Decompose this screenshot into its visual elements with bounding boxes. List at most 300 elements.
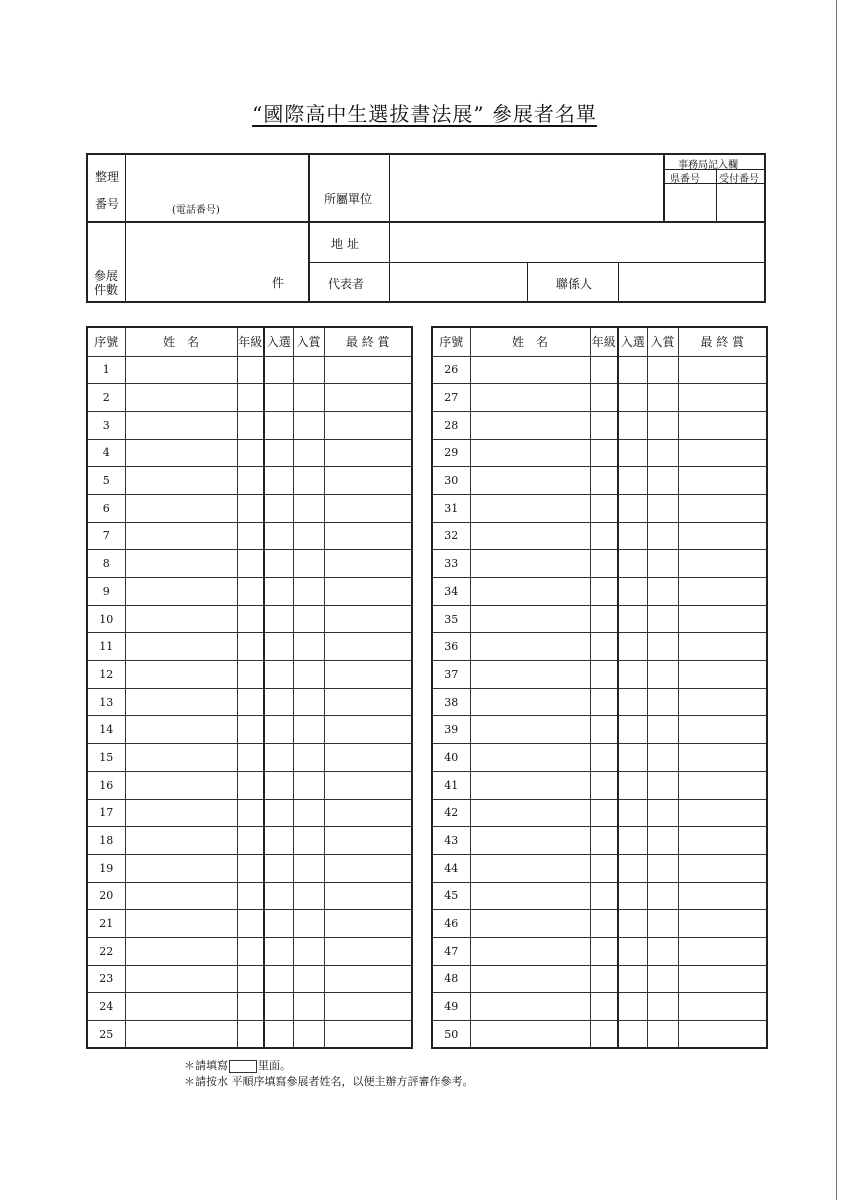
row-number: 49 [432,993,470,1021]
selected-cell[interactable] [618,633,647,661]
final-award-cell[interactable] [324,384,412,412]
selected-cell[interactable] [264,439,293,467]
award-cell[interactable] [293,550,324,578]
selected-cell[interactable] [618,854,647,882]
grade-cell[interactable] [237,716,264,744]
selected-cell[interactable] [264,522,293,550]
selected-cell[interactable] [264,494,293,522]
selected-cell[interactable] [264,1021,293,1049]
selected-cell[interactable] [264,688,293,716]
final-award-cell[interactable] [678,661,767,689]
grade-cell[interactable] [590,605,618,633]
name-cell[interactable] [125,744,237,772]
name-cell[interactable] [470,522,590,550]
final-award-cell[interactable] [324,910,412,938]
entries-unit: 件 [272,276,285,290]
row-number: 9 [87,578,125,606]
grade-cell[interactable] [237,771,264,799]
name-cell[interactable] [470,744,590,772]
col-grade: 年級 [237,327,264,356]
col-seq: 序號 [87,327,125,356]
name-cell[interactable] [125,716,237,744]
grade-cell[interactable] [590,578,618,606]
final-award-cell[interactable] [324,882,412,910]
award-cell[interactable] [647,467,678,495]
grade-cell[interactable] [237,993,264,1021]
row-number: 25 [87,1021,125,1049]
row-number: 34 [432,578,470,606]
award-cell[interactable] [647,411,678,439]
name-cell[interactable] [125,993,237,1021]
name-cell[interactable] [470,937,590,965]
award-cell[interactable] [647,854,678,882]
final-award-cell[interactable] [324,771,412,799]
roster-row [87,744,412,772]
award-cell[interactable] [647,716,678,744]
name-cell[interactable] [470,578,590,606]
grade-cell[interactable] [590,688,618,716]
name-cell[interactable] [125,827,237,855]
award-cell[interactable] [647,771,678,799]
col-award: 入賞 [647,327,678,356]
grade-cell[interactable] [590,661,618,689]
final-award-cell[interactable] [678,522,767,550]
award-cell[interactable] [293,799,324,827]
final-award-cell[interactable] [678,411,767,439]
grade-cell[interactable] [237,661,264,689]
name-cell[interactable] [470,688,590,716]
name-cell[interactable] [470,633,590,661]
roster-row [87,633,412,661]
name-cell[interactable] [470,439,590,467]
name-cell[interactable] [125,522,237,550]
name-cell[interactable] [125,494,237,522]
grade-cell[interactable] [590,937,618,965]
name-cell[interactable] [125,605,237,633]
name-cell[interactable] [125,550,237,578]
selected-cell[interactable] [264,882,293,910]
final-award-cell[interactable] [324,854,412,882]
final-award-cell[interactable] [678,494,767,522]
selected-cell[interactable] [618,688,647,716]
award-cell[interactable] [647,522,678,550]
award-cell[interactable] [647,605,678,633]
award-cell[interactable] [293,605,324,633]
name-cell[interactable] [470,384,590,412]
name-cell[interactable] [125,965,237,993]
phone-label: (電話番号) [172,205,220,216]
name-cell[interactable] [470,827,590,855]
selected-cell[interactable] [264,605,293,633]
selected-cell[interactable] [618,827,647,855]
selected-cell[interactable] [618,578,647,606]
final-award-cell[interactable] [324,578,412,606]
roster-row [432,854,767,882]
roster-row [432,688,767,716]
selected-cell[interactable] [264,550,293,578]
grade-cell[interactable] [237,688,264,716]
final-award-cell[interactable] [678,688,767,716]
award-cell[interactable] [293,661,324,689]
name-cell[interactable] [470,771,590,799]
grade-cell[interactable] [237,411,264,439]
name-cell[interactable] [470,494,590,522]
row-number: 37 [432,661,470,689]
grade-cell[interactable] [237,494,264,522]
row-number: 48 [432,965,470,993]
award-cell[interactable] [647,827,678,855]
row-number: 10 [87,605,125,633]
col-selected: 入選 [264,327,293,356]
roster-table-right [431,326,768,1049]
award-cell[interactable] [293,522,324,550]
name-cell[interactable] [470,356,590,384]
name-cell[interactable] [470,993,590,1021]
award-cell[interactable] [647,578,678,606]
selected-cell[interactable] [618,522,647,550]
selected-cell[interactable] [618,661,647,689]
final-award-cell[interactable] [678,882,767,910]
name-cell[interactable] [470,854,590,882]
final-award-cell[interactable] [324,799,412,827]
selected-cell[interactable] [618,993,647,1021]
name-cell[interactable] [125,439,237,467]
name-cell[interactable] [125,937,237,965]
selected-cell[interactable] [264,854,293,882]
final-award-cell[interactable] [678,854,767,882]
header-info-block [86,153,766,303]
roster-row [432,882,767,910]
award-cell[interactable] [293,467,324,495]
selected-cell[interactable] [618,771,647,799]
name-cell[interactable] [470,411,590,439]
grade-cell[interactable] [590,633,618,661]
final-award-cell[interactable] [324,744,412,772]
award-cell[interactable] [647,550,678,578]
grade-cell[interactable] [590,882,618,910]
name-cell[interactable] [125,1021,237,1049]
award-cell[interactable] [293,771,324,799]
grade-cell[interactable] [590,467,618,495]
grade-cell[interactable] [237,605,264,633]
name-cell[interactable] [470,965,590,993]
award-cell[interactable] [293,716,324,744]
selected-cell[interactable] [618,744,647,772]
award-cell[interactable] [647,633,678,661]
address-label: 地 址 [331,237,359,251]
award-cell[interactable] [647,384,678,412]
award-cell[interactable] [647,688,678,716]
final-award-cell[interactable] [324,439,412,467]
grade-cell[interactable] [590,965,618,993]
name-cell[interactable] [125,384,237,412]
name-cell[interactable] [125,661,237,689]
grade-cell[interactable] [237,882,264,910]
name-cell[interactable] [125,910,237,938]
row-number: 19 [87,854,125,882]
selected-cell[interactable] [618,356,647,384]
name-cell[interactable] [125,633,237,661]
selected-cell[interactable] [618,716,647,744]
final-award-cell[interactable] [324,716,412,744]
grade-cell[interactable] [237,633,264,661]
award-cell[interactable] [293,744,324,772]
award-cell[interactable] [647,744,678,772]
roster-row [432,661,767,689]
award-cell[interactable] [293,411,324,439]
grade-cell[interactable] [590,439,618,467]
award-cell[interactable] [647,993,678,1021]
grade-cell[interactable] [237,522,264,550]
selected-cell[interactable] [264,716,293,744]
award-cell[interactable] [293,965,324,993]
grade-cell[interactable] [237,937,264,965]
name-cell[interactable] [470,910,590,938]
final-award-cell[interactable] [678,799,767,827]
selected-cell[interactable] [264,411,293,439]
name-cell[interactable] [470,716,590,744]
final-award-cell[interactable] [678,965,767,993]
row-number: 30 [432,467,470,495]
award-cell[interactable] [293,882,324,910]
grade-cell[interactable] [590,411,618,439]
final-award-cell[interactable] [324,661,412,689]
name-cell[interactable] [125,688,237,716]
row-number: 13 [87,688,125,716]
award-cell[interactable] [293,993,324,1021]
final-award-cell[interactable] [678,467,767,495]
final-award-cell[interactable] [324,937,412,965]
name-cell[interactable] [470,661,590,689]
roster-row [432,799,767,827]
row-number: 8 [87,550,125,578]
selected-cell[interactable] [618,910,647,938]
final-award-cell[interactable] [324,1021,412,1049]
award-cell[interactable] [293,827,324,855]
grade-cell[interactable] [590,799,618,827]
selected-cell[interactable] [264,384,293,412]
grade-cell[interactable] [237,467,264,495]
grade-cell[interactable] [237,356,264,384]
final-award-cell[interactable] [678,439,767,467]
grade-cell[interactable] [590,384,618,412]
row-number: 3 [87,411,125,439]
grade-cell[interactable] [590,854,618,882]
name-cell[interactable] [125,771,237,799]
selected-cell[interactable] [618,494,647,522]
grade-cell[interactable] [237,578,264,606]
award-cell[interactable] [293,688,324,716]
final-award-cell[interactable] [678,937,767,965]
roster-row [432,993,767,1021]
selected-cell[interactable] [264,467,293,495]
roster-row [87,716,412,744]
selected-cell[interactable] [264,910,293,938]
selected-cell[interactable] [618,799,647,827]
selected-cell[interactable] [264,356,293,384]
final-award-cell[interactable] [678,550,767,578]
award-cell[interactable] [293,578,324,606]
grade-cell[interactable] [237,550,264,578]
grade-cell[interactable] [237,439,264,467]
selected-cell[interactable] [618,467,647,495]
final-award-cell[interactable] [324,550,412,578]
grade-cell[interactable] [237,854,264,882]
award-cell[interactable] [293,633,324,661]
name-cell[interactable] [125,578,237,606]
selected-cell[interactable] [264,578,293,606]
representative-label: 代表者 [328,277,365,291]
grade-cell[interactable] [237,910,264,938]
name-cell[interactable] [125,411,237,439]
grade-cell[interactable] [590,494,618,522]
final-award-cell[interactable] [324,356,412,384]
grade-cell[interactable] [237,384,264,412]
name-cell[interactable] [125,799,237,827]
award-cell[interactable] [647,910,678,938]
selected-cell[interactable] [618,965,647,993]
final-award-cell[interactable] [678,744,767,772]
roster-table-left [86,326,413,1049]
grade-cell[interactable] [237,827,264,855]
award-cell[interactable] [293,854,324,882]
award-cell[interactable] [293,439,324,467]
final-award-cell[interactable] [678,633,767,661]
award-cell[interactable] [293,356,324,384]
award-cell[interactable] [647,965,678,993]
award-cell[interactable] [647,882,678,910]
row-number: 40 [432,744,470,772]
row-number: 38 [432,688,470,716]
award-cell[interactable] [293,910,324,938]
grade-cell[interactable] [590,716,618,744]
grade-cell[interactable] [590,827,618,855]
grade-cell[interactable] [590,356,618,384]
final-award-cell[interactable] [678,910,767,938]
final-award-cell[interactable] [324,965,412,993]
name-cell[interactable] [125,882,237,910]
grade-cell[interactable] [237,965,264,993]
name-cell[interactable] [470,467,590,495]
final-award-cell[interactable] [678,578,767,606]
grade-cell[interactable] [237,744,264,772]
selected-cell[interactable] [264,965,293,993]
final-award-cell[interactable] [678,771,767,799]
award-cell[interactable] [293,1021,324,1049]
name-cell[interactable] [470,550,590,578]
selected-cell[interactable] [264,744,293,772]
final-award-cell[interactable] [324,827,412,855]
selected-cell[interactable] [618,411,647,439]
selected-cell[interactable] [618,439,647,467]
final-award-cell[interactable] [678,356,767,384]
grade-cell[interactable] [590,771,618,799]
name-cell[interactable] [125,467,237,495]
col-name: 姓 名 [470,327,590,356]
selected-cell[interactable] [264,661,293,689]
award-cell[interactable] [647,661,678,689]
name-cell[interactable] [470,605,590,633]
row-number: 28 [432,411,470,439]
award-cell[interactable] [647,1021,678,1049]
final-award-cell[interactable] [678,993,767,1021]
roster-row [432,937,767,965]
final-award-cell[interactable] [678,605,767,633]
name-cell[interactable] [125,854,237,882]
final-award-cell[interactable] [678,384,767,412]
name-cell[interactable] [470,799,590,827]
award-cell[interactable] [293,384,324,412]
form-notes [184,1058,474,1090]
selected-cell[interactable] [264,799,293,827]
award-cell[interactable] [293,494,324,522]
final-award-cell[interactable] [678,1021,767,1049]
selected-cell[interactable] [264,633,293,661]
grade-cell[interactable] [237,799,264,827]
selected-cell[interactable] [618,882,647,910]
award-cell[interactable] [647,356,678,384]
final-award-cell[interactable] [324,411,412,439]
name-cell[interactable] [470,1021,590,1049]
award-cell[interactable] [647,494,678,522]
name-cell[interactable] [470,882,590,910]
selected-cell[interactable] [618,605,647,633]
final-award-cell[interactable] [324,605,412,633]
row-number: 20 [87,882,125,910]
final-award-cell[interactable] [324,633,412,661]
roster-row [432,910,767,938]
selected-cell[interactable] [618,937,647,965]
row-number: 39 [432,716,470,744]
final-award-cell[interactable] [324,467,412,495]
award-cell[interactable] [647,439,678,467]
selected-cell[interactable] [618,1021,647,1049]
roster-row [87,910,412,938]
selected-cell[interactable] [264,771,293,799]
selected-cell[interactable] [264,993,293,1021]
final-award-cell[interactable] [324,688,412,716]
roster-row [432,1021,767,1049]
row-number: 17 [87,799,125,827]
final-award-cell[interactable] [324,522,412,550]
roster-row [87,882,412,910]
grade-cell[interactable] [590,744,618,772]
selected-cell[interactable] [264,827,293,855]
award-cell[interactable] [647,799,678,827]
grade-cell[interactable] [237,1021,264,1049]
selected-cell[interactable] [618,550,647,578]
roster-row [432,716,767,744]
final-award-cell[interactable] [324,993,412,1021]
grade-cell[interactable] [590,522,618,550]
award-cell[interactable] [293,937,324,965]
final-award-cell[interactable] [324,494,412,522]
roster-row [432,827,767,855]
roster-row [87,937,412,965]
grade-cell[interactable] [590,550,618,578]
row-number: 18 [87,827,125,855]
selected-cell[interactable] [618,384,647,412]
award-cell[interactable] [647,937,678,965]
grade-cell[interactable] [590,910,618,938]
grade-cell[interactable] [590,1021,618,1049]
final-award-cell[interactable] [678,827,767,855]
name-cell[interactable] [125,356,237,384]
final-award-cell[interactable] [678,716,767,744]
row-number: 31 [432,494,470,522]
selected-cell[interactable] [264,937,293,965]
grade-cell[interactable] [590,993,618,1021]
